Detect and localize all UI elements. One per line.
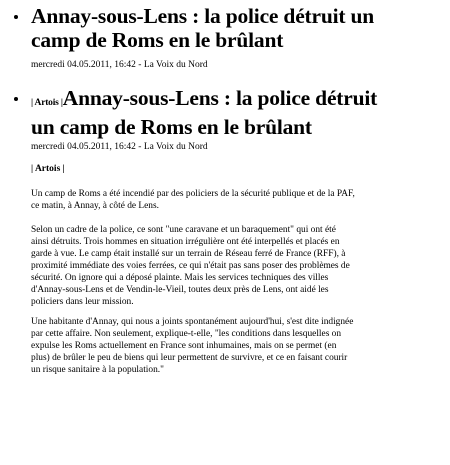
paragraph-line: ce matin, à Annay, à côté de Lens. — [31, 201, 159, 211]
headline-first[interactable] — [31, 4, 374, 52]
paragraph-line: proximité immédiate des voies ferrées, ce qui n'était pas sans poser des problèmes de — [31, 261, 350, 271]
paragraph-line: expulse les Roms actuellement en France sont inhumaines, mais on se permet (en — [31, 341, 337, 351]
paragraph-line: un risque sanitaire à la population." — [31, 365, 164, 375]
meta-second: mercredi 04.05.2011, 16:42 - La Voix du Nord — [31, 142, 208, 152]
bullet-icon — [14, 97, 18, 101]
paragraph-line: policiers dans leur mission. — [31, 297, 134, 307]
paragraph-line: plus) de brûler le peu de biens qui leur permettent de survivre, et ce en faisant courir — [31, 353, 348, 363]
paragraph-line: d'Annay-sous-Lens et de Vendin-le-Vieil, toutes deux près de Lens, ont aidé les — [31, 285, 329, 295]
headline-second-line1[interactable]: Annay-sous-Lens : la police détruit — [62, 86, 378, 110]
headline-second[interactable] — [31, 86, 377, 139]
paragraph-line: Une habitante d'Annay, qui nous a joints spontanément aujourd'hui, s'est dite indignée — [31, 317, 354, 327]
headline-first-line1[interactable]: Annay-sous-Lens : la police détruit un — [31, 4, 375, 28]
paragraph-line: sécurité. On ignore qui a déposé plainte. Mais les services techniques des villes — [31, 273, 329, 283]
article-paragraph-1 — [31, 188, 391, 212]
article-paragraph-3 — [31, 316, 391, 376]
paragraph-line: ainsi détruits. Trois hommes en situation irrégulière ont été interpellés et placés en — [31, 237, 340, 247]
section-label-artois: | Artois | — [31, 164, 65, 174]
paragraph-line: par cette affaire. Non seulement, explique-t-elle, "les conditions dans lesquelles on — [31, 329, 342, 339]
headline-second-line2[interactable]: un camp de Roms en le brûlant — [31, 115, 312, 139]
article-paragraph-2 — [31, 224, 391, 308]
kicker-artois: | Artois | — [31, 98, 63, 108]
bullet-icon — [14, 15, 18, 19]
paragraph-line: garde à vue. Le camp était installé sur un terrain de Réseau ferré de France (RFF), à — [31, 249, 346, 259]
meta-first: mercredi 04.05.2011, 16:42 - La Voix du Nord — [31, 60, 208, 70]
paragraph-line: Un camp de Roms a été incendié par des policiers de la sécurité publique et de la PAF, — [31, 189, 355, 199]
headline-first-line2[interactable]: camp de Roms en le brûlant — [31, 28, 284, 52]
paragraph-line: Selon un cadre de la police, ce sont "une caravane et un baraquement" qui ont été — [31, 225, 336, 235]
